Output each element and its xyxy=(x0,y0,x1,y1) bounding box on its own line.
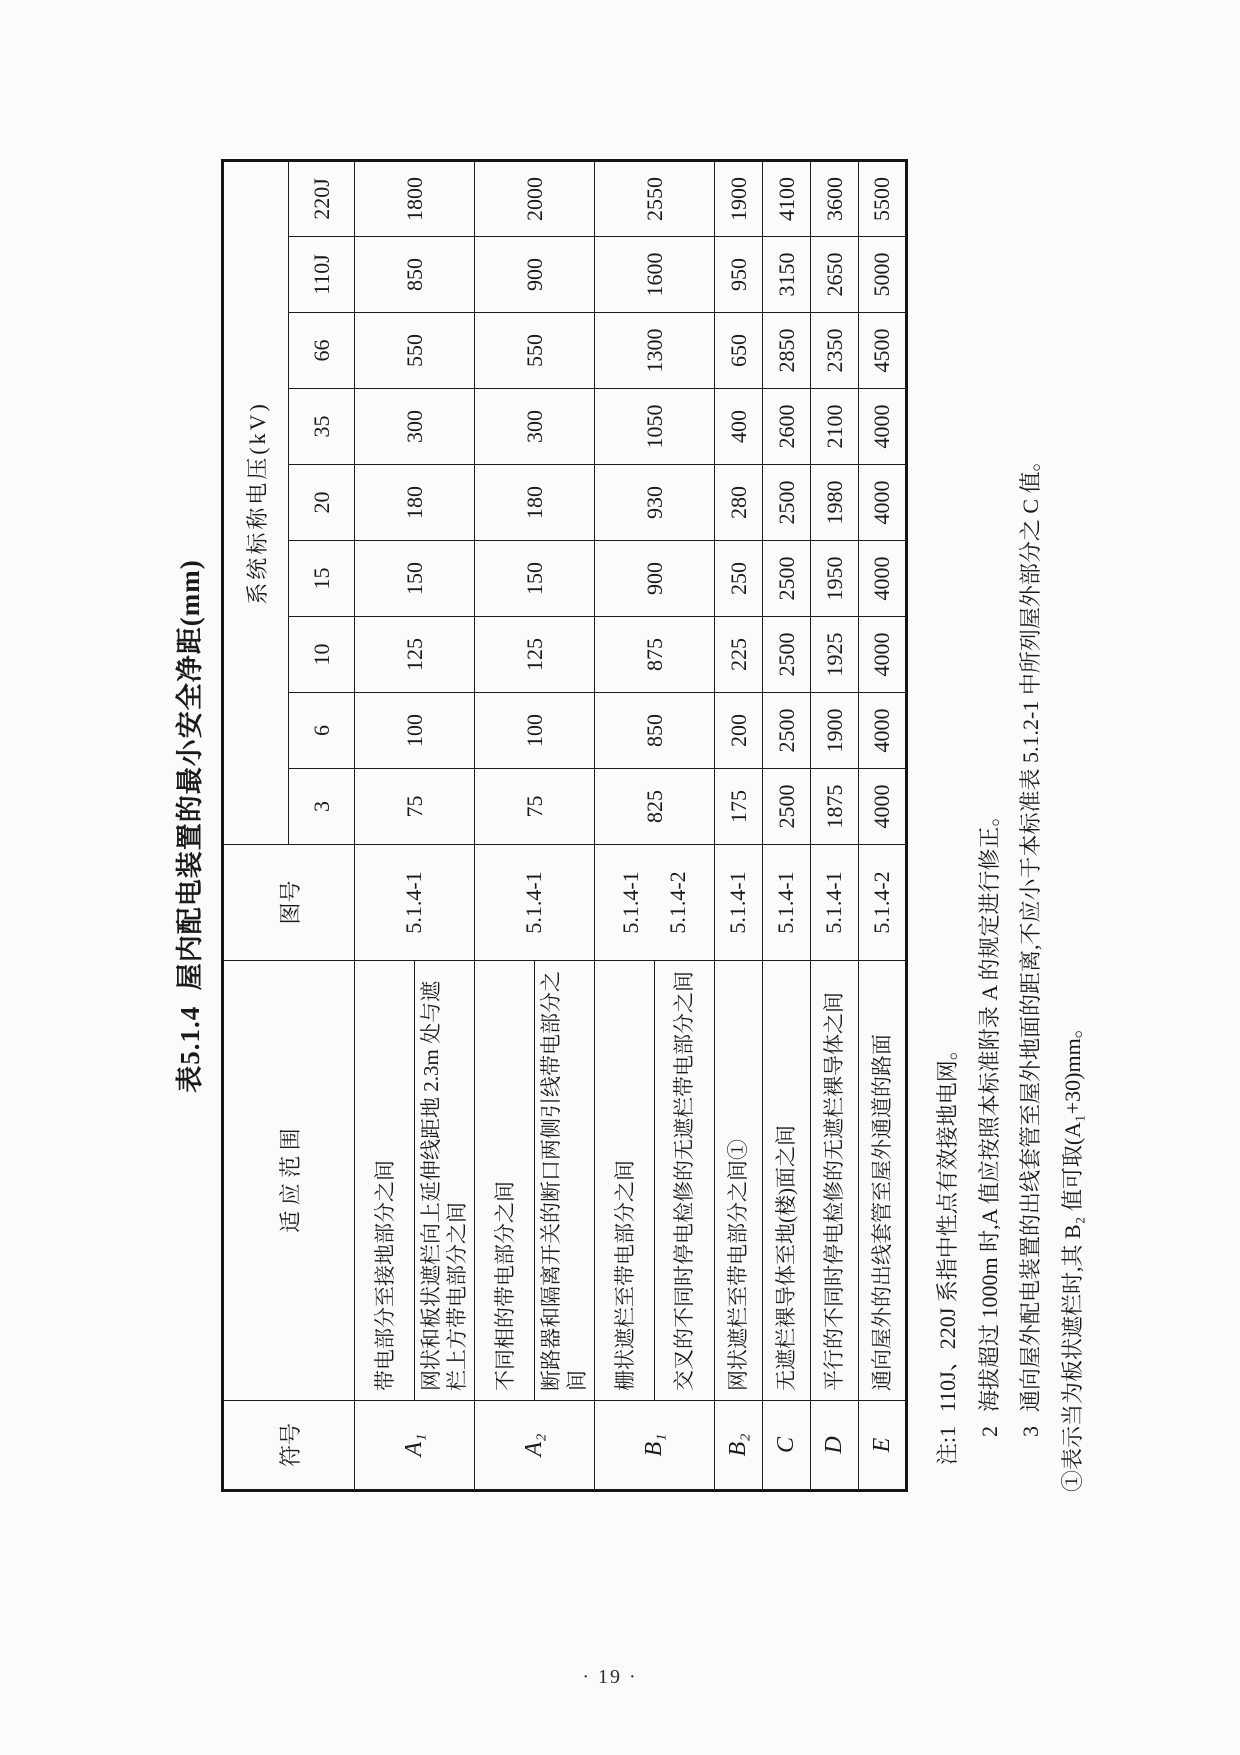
landscape-content xyxy=(0,155,1086,1755)
value-cell: 180 xyxy=(475,465,595,541)
value-cell: 1980 xyxy=(811,465,859,541)
voltage-header-cell: 220J xyxy=(289,160,355,236)
value-cell: 150 xyxy=(355,541,475,617)
value-cell: 1600 xyxy=(595,237,715,313)
value-cell: 180 xyxy=(355,465,475,541)
figure-cell xyxy=(475,845,595,961)
scope-stack xyxy=(476,961,593,1400)
value-cell: 900 xyxy=(475,237,595,313)
note-text: 通向屋外配电装置的出线套管至屋外地面的距离,不应小于本标准表 5.1.2-1 中所列屋外部分之 C 值。 xyxy=(1018,449,1043,1412)
scope-segment: 栅状遮栏至带电部分之间 xyxy=(612,1160,637,1391)
scope-stack xyxy=(356,961,473,1400)
symbol-cell: E xyxy=(859,1401,907,1491)
value-cell: 850 xyxy=(595,693,715,769)
value-cell: 2600 xyxy=(763,389,811,465)
note-text: 海拔超过 1000m 时,A 值应按照本标准附录 A 的规定进行修正。 xyxy=(976,804,1002,1412)
scope-stack xyxy=(596,961,713,1400)
note-text: 110J、220J 系指中性点有效接地电网。 xyxy=(935,1038,960,1412)
value-cell: 2500 xyxy=(763,769,811,845)
value-cell: 75 xyxy=(475,769,595,845)
header-figure: 图号 xyxy=(223,845,355,961)
value-cell: 1900 xyxy=(715,160,763,236)
figure-stack xyxy=(476,845,593,960)
figure-stack xyxy=(860,845,905,960)
value-cell: 1900 xyxy=(811,693,859,769)
value-cell: 75 xyxy=(355,769,475,845)
table-body xyxy=(355,160,907,1490)
scope-segment: 平行的不同时停电检修的无遮栏裸导体之间 xyxy=(822,992,847,1391)
scope-segment: 通向屋外的出线套管至屋外通道的路面 xyxy=(869,1034,894,1391)
value-cell: 2500 xyxy=(763,693,811,769)
figure-cell xyxy=(715,845,763,961)
value-cell: 900 xyxy=(595,541,715,617)
figure-line: 5.1.4-2 xyxy=(664,871,690,934)
scope-cell xyxy=(859,961,907,1401)
value-cell: 125 xyxy=(355,617,475,693)
value-cell: 5000 xyxy=(859,237,907,313)
scope-stack xyxy=(860,961,905,1400)
header-row-1 xyxy=(223,160,289,1490)
note-text: ①表示当为板状遮栏时,其 B₂ 值可取(A₁+30)mm。 xyxy=(1059,1016,1085,1492)
figure-stack xyxy=(716,845,761,960)
value-cell: 5500 xyxy=(859,160,907,236)
figure-stack xyxy=(356,845,473,960)
figure-line: 5.1.4-1 xyxy=(617,871,643,934)
voltage-header-cell: 10 xyxy=(289,617,355,693)
symbol-cell: C xyxy=(763,1401,811,1491)
table-head xyxy=(223,160,355,1490)
figure-cell xyxy=(811,845,859,961)
voltage-header-cell: 66 xyxy=(289,313,355,389)
value-cell: 4000 xyxy=(859,541,907,617)
value-cell: 550 xyxy=(475,313,595,389)
value-cell: 1300 xyxy=(595,313,715,389)
scope-cell xyxy=(715,961,763,1401)
value-cell: 225 xyxy=(715,617,763,693)
value-cell: 3600 xyxy=(811,160,859,236)
note-label: 3 xyxy=(1018,1426,1043,1437)
value-cell: 930 xyxy=(595,465,715,541)
voltage-header-cell: 20 xyxy=(289,465,355,541)
scope-cell xyxy=(595,961,715,1401)
scope-segment: 网状遮栏至带电部分之间① xyxy=(726,1139,751,1391)
value-cell: 2000 xyxy=(475,160,595,236)
header-symbol: 符号 xyxy=(223,1401,355,1491)
note-label: 2 xyxy=(976,1426,1002,1437)
voltage-header-cell: 3 xyxy=(289,769,355,845)
value-cell: 2500 xyxy=(763,617,811,693)
value-cell: 550 xyxy=(355,313,475,389)
note-line xyxy=(1059,162,1087,1492)
symbol-cell: D xyxy=(811,1401,859,1491)
scope-stack xyxy=(716,961,761,1400)
value-cell: 2350 xyxy=(811,313,859,389)
scope-segment: 交叉的不同时停电检修的无遮栏带电部分之间 xyxy=(654,961,713,1400)
scope-stack xyxy=(812,961,857,1400)
value-cell: 280 xyxy=(715,465,763,541)
figure-cell xyxy=(355,845,475,961)
figure-stack xyxy=(812,845,857,960)
note-line xyxy=(934,162,962,1492)
value-cell: 4000 xyxy=(859,617,907,693)
value-cell: 1875 xyxy=(811,769,859,845)
figure-cell xyxy=(595,845,715,961)
distance-table xyxy=(221,159,908,1492)
value-cell: 3150 xyxy=(763,237,811,313)
table-row xyxy=(859,160,907,1490)
page-number: · 19 · xyxy=(582,1666,638,1688)
scope-cell xyxy=(811,961,859,1401)
symbol-cell: B₂ xyxy=(715,1401,763,1491)
scope-segment: 网状和板状遮栏向上延伸线距地 2.3m 处与遮栏上方带电部分之间 xyxy=(414,961,473,1400)
table-row xyxy=(811,160,859,1490)
figure-line: 5.1.4-1 xyxy=(821,871,847,934)
value-cell: 4000 xyxy=(859,769,907,845)
value-cell: 1950 xyxy=(811,541,859,617)
figure-cell xyxy=(859,845,907,961)
voltage-header-cell: 110J xyxy=(289,237,355,313)
notes xyxy=(934,162,1086,1492)
scope-cell xyxy=(355,961,475,1401)
figure-line: 5.1.4-2 xyxy=(868,871,894,934)
scope-stack xyxy=(764,961,809,1400)
value-cell: 2500 xyxy=(763,541,811,617)
voltage-header-cell: 6 xyxy=(289,693,355,769)
value-cell: 4000 xyxy=(859,465,907,541)
symbol-cell: A₁ xyxy=(355,1401,475,1491)
value-cell: 400 xyxy=(715,389,763,465)
scope-cell xyxy=(763,961,811,1401)
value-cell: 1800 xyxy=(355,160,475,236)
table-row xyxy=(475,160,595,1490)
note-label: 注:1 xyxy=(935,1426,960,1466)
scope-cell xyxy=(475,961,595,1401)
figure-line: 5.1.4-1 xyxy=(401,871,427,934)
figure-cell xyxy=(763,845,811,961)
value-cell: 2550 xyxy=(595,160,715,236)
value-cell: 1925 xyxy=(811,617,859,693)
value-cell: 100 xyxy=(355,693,475,769)
figure-stack xyxy=(764,845,809,960)
table-row xyxy=(763,160,811,1490)
scope-segment: 无遮栏裸导体至地(楼)面之间 xyxy=(774,1125,799,1391)
voltage-header-cell: 15 xyxy=(289,541,355,617)
value-cell: 650 xyxy=(715,313,763,389)
value-cell: 175 xyxy=(715,769,763,845)
scope-segment: 带电部分至接地部分之间 xyxy=(372,1160,397,1391)
value-cell: 100 xyxy=(475,693,595,769)
value-cell: 4000 xyxy=(859,389,907,465)
value-cell: 250 xyxy=(715,541,763,617)
header-scope: 适 应 范 围 xyxy=(223,961,355,1401)
symbol-cell: A₂ xyxy=(475,1401,595,1491)
figure-line: 5.1.4-1 xyxy=(773,871,799,934)
value-cell: 2100 xyxy=(811,389,859,465)
value-cell: 2650 xyxy=(811,237,859,313)
value-cell: 1050 xyxy=(595,389,715,465)
value-cell: 2850 xyxy=(763,313,811,389)
figure-line: 5.1.4-1 xyxy=(521,871,547,934)
value-cell: 300 xyxy=(355,389,475,465)
value-cell: 850 xyxy=(355,237,475,313)
figure-stack xyxy=(596,845,713,960)
scope-segment: 断路器和隔离开关的断口两侧引线带电部分之间 xyxy=(534,961,593,1400)
value-cell: 300 xyxy=(475,389,595,465)
value-cell: 4500 xyxy=(859,313,907,389)
table-row xyxy=(715,160,763,1490)
value-cell: 2500 xyxy=(763,465,811,541)
header-voltage-group: 系统标称电压(kV) xyxy=(223,160,289,844)
scope-segment: 不同相的带电部分之间 xyxy=(492,1181,517,1391)
table-title: 表5.1.4 屋内配电装置的最小安全净距(mm) xyxy=(175,559,205,1093)
value-cell: 125 xyxy=(475,617,595,693)
voltage-header-cell: 35 xyxy=(289,389,355,465)
value-cell: 875 xyxy=(595,617,715,693)
figure-line: 5.1.4-1 xyxy=(725,871,751,934)
table-row xyxy=(355,160,475,1490)
value-cell: 200 xyxy=(715,693,763,769)
note-line xyxy=(1017,162,1045,1492)
value-cell: 950 xyxy=(715,237,763,313)
note-line xyxy=(976,162,1004,1492)
value-cell: 4100 xyxy=(763,160,811,236)
table-row xyxy=(595,160,715,1490)
value-cell: 4000 xyxy=(859,693,907,769)
value-cell: 825 xyxy=(595,769,715,845)
value-cell: 150 xyxy=(475,541,595,617)
symbol-cell: B₁ xyxy=(595,1401,715,1491)
